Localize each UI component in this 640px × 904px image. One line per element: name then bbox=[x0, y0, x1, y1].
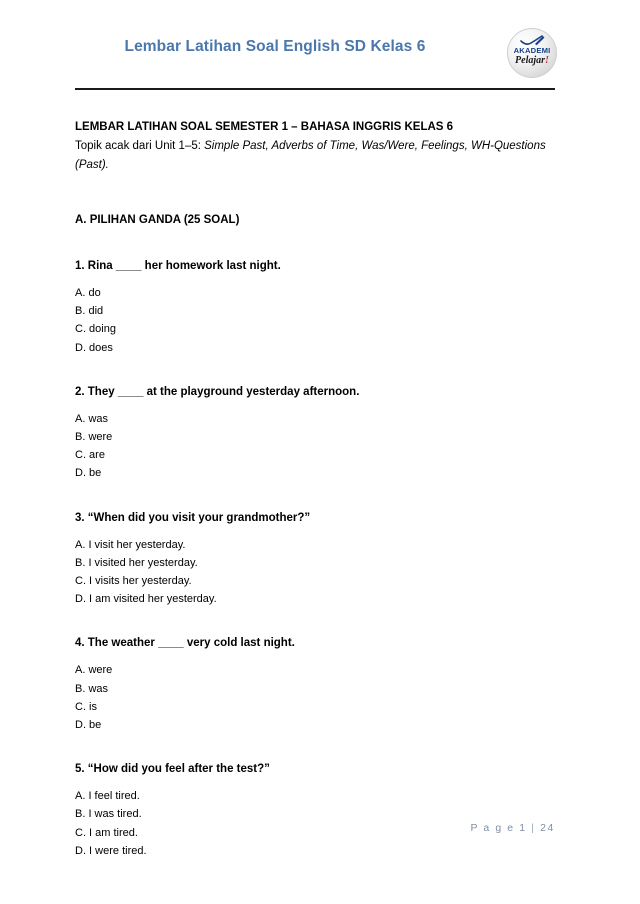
option-d: D. I am visited her yesterday. bbox=[75, 593, 217, 606]
question-item bbox=[75, 483, 557, 609]
option-d: D. be bbox=[75, 719, 102, 732]
question-item bbox=[75, 734, 557, 860]
question-text: 1. Rina ____ her homework last night. bbox=[75, 260, 281, 272]
option-a: A. I visit her yesterday. bbox=[75, 538, 186, 551]
document-subtitle bbox=[75, 137, 553, 175]
option-c: C. are bbox=[75, 449, 105, 462]
question-text: 5. “How did you feel after the test?” bbox=[75, 763, 270, 776]
question-item bbox=[75, 608, 557, 734]
footer-separator: | bbox=[531, 822, 536, 834]
document-body bbox=[75, 118, 557, 860]
page-footer bbox=[75, 822, 555, 834]
option-d: D. I were tired. bbox=[75, 844, 147, 857]
question-item bbox=[75, 357, 557, 483]
option-b: B. were bbox=[75, 431, 113, 444]
question-text: 4. The weather ____ very cold last night. bbox=[75, 637, 295, 650]
option-d: D. does bbox=[75, 341, 113, 354]
option-d: D. be bbox=[75, 467, 102, 480]
option-b: B. did bbox=[75, 305, 104, 318]
option-c: C. is bbox=[75, 700, 97, 713]
footer-page-label: P a g e bbox=[470, 822, 515, 834]
question-text: 3. “When did you visit your grandmother?” bbox=[75, 511, 311, 524]
option-b: B. I was tired. bbox=[75, 808, 142, 821]
option-a: A. I feel tired. bbox=[75, 790, 140, 803]
logo-pelajar-text bbox=[508, 55, 556, 66]
header-divider bbox=[75, 88, 555, 90]
option-c: C. I am tired. bbox=[75, 826, 138, 839]
logo-akademi-text: AKADEMI bbox=[513, 46, 551, 55]
option-b: B. was bbox=[75, 682, 109, 695]
subtitle-topics: Simple Past, Adverbs of Time, Was/Were, Feelings, WH-Questions (Past). bbox=[75, 140, 546, 171]
option-b: B. I visited her yesterday. bbox=[75, 556, 198, 569]
option-a: A. do bbox=[75, 287, 101, 299]
option-a: A. was bbox=[75, 412, 109, 425]
option-c: C. doing bbox=[75, 323, 116, 336]
question-item bbox=[75, 230, 557, 357]
akademi-pelajar-logo bbox=[507, 28, 557, 78]
footer-total-pages: 24 bbox=[540, 822, 555, 834]
option-a: A. were bbox=[75, 664, 113, 677]
header-title: Lembar Latihan Soal English SD Kelas 6 bbox=[124, 38, 426, 55]
document-title: LEMBAR LATIHAN SOAL SEMESTER 1 – BAHASA INGGRIS KELAS 6 bbox=[75, 121, 454, 133]
page-header bbox=[75, 28, 555, 86]
question-text: 2. They ____ at the playground yesterday afternoon. bbox=[75, 385, 360, 398]
logo-pelajar-word: Pelajar bbox=[515, 55, 546, 66]
option-c: C. I visits her yesterday. bbox=[75, 575, 192, 588]
section-heading-multiple-choice: A. PILIHAN GANDA (25 SOAL) bbox=[75, 214, 240, 226]
footer-current-page: 1 bbox=[519, 822, 527, 834]
logo-pelajar-accent: ! bbox=[545, 55, 549, 66]
subtitle-prefix: Topik acak dari Unit 1–5: bbox=[75, 140, 205, 152]
